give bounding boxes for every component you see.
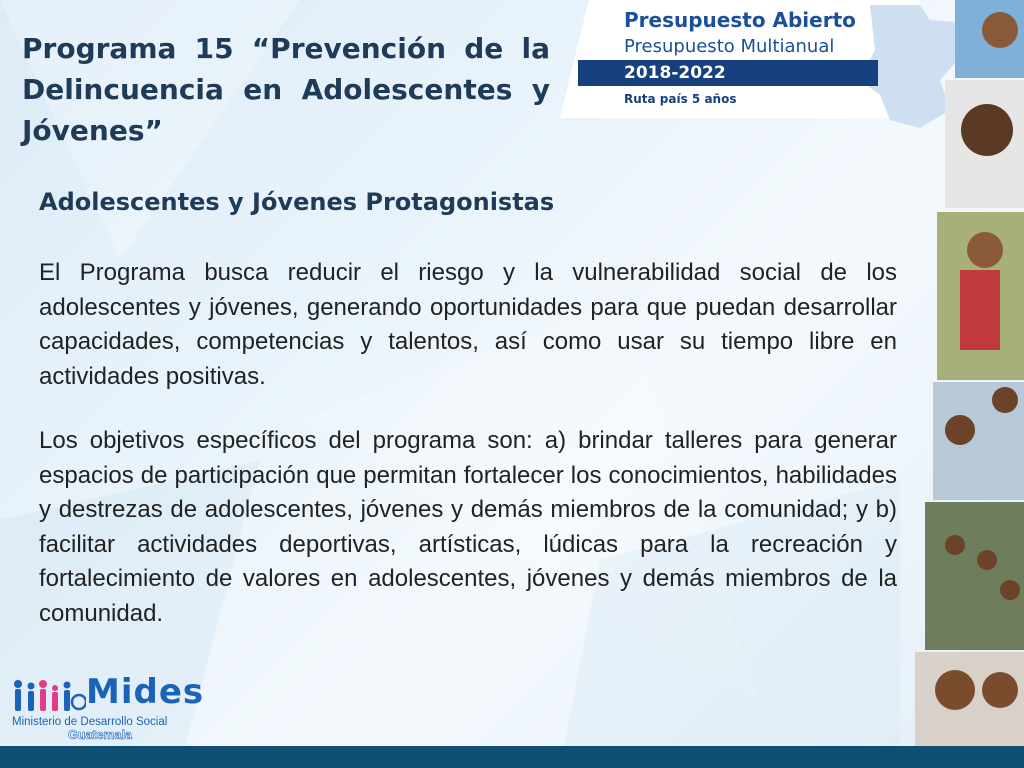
banner-tagline: Ruta país 5 años — [624, 92, 737, 106]
paragraph-program-goal: El Programa busca reducir el riesgo y la vulnerabilidad social de los adolescentes y jóvenes, generando oportunidades para que puedan desarrollar capacidades, competencias y talentos, así como usar su tiempo libre en actividades positivas. — [39, 259, 897, 390]
paragraph-objectives: Los objetivos específicos del programa son: a) brindar talleres para generar espacios de participación que permitan fortalecer los conocimientos, habilidades y destrezas de adolescentes, jóvenes y demás miembros de la comunidad; y b) facilitar actividades deportivas, artísticas, lúdicas para la recreación y fortalecimiento de valores en adolescentes, jóvenes y demás miembros de la comunidad. — [39, 427, 897, 627]
banner-years: 2018-2022 — [624, 63, 726, 83]
footer-bar — [0, 746, 1024, 768]
banner-title: Presupuesto Abierto — [624, 8, 856, 32]
page-title: Programa 15 “Prevención de la Delincuencia en Adolescentes y Jóvenes” — [22, 32, 550, 147]
people-logo-icon — [12, 678, 86, 718]
mides-logo-subtitle: Ministerio de Desarrollo Social — [12, 716, 168, 728]
banner-subtitle: Presupuesto Multianual — [624, 36, 835, 57]
photo-strip-people — [915, 0, 1024, 748]
banner-years-bar — [578, 60, 878, 86]
mides-logo-country: Guatemala — [68, 728, 132, 742]
mides-logo-wordmark: Mides — [86, 672, 205, 712]
section-subtitle: Adolescentes y Jóvenes Protagonistas — [39, 188, 555, 216]
